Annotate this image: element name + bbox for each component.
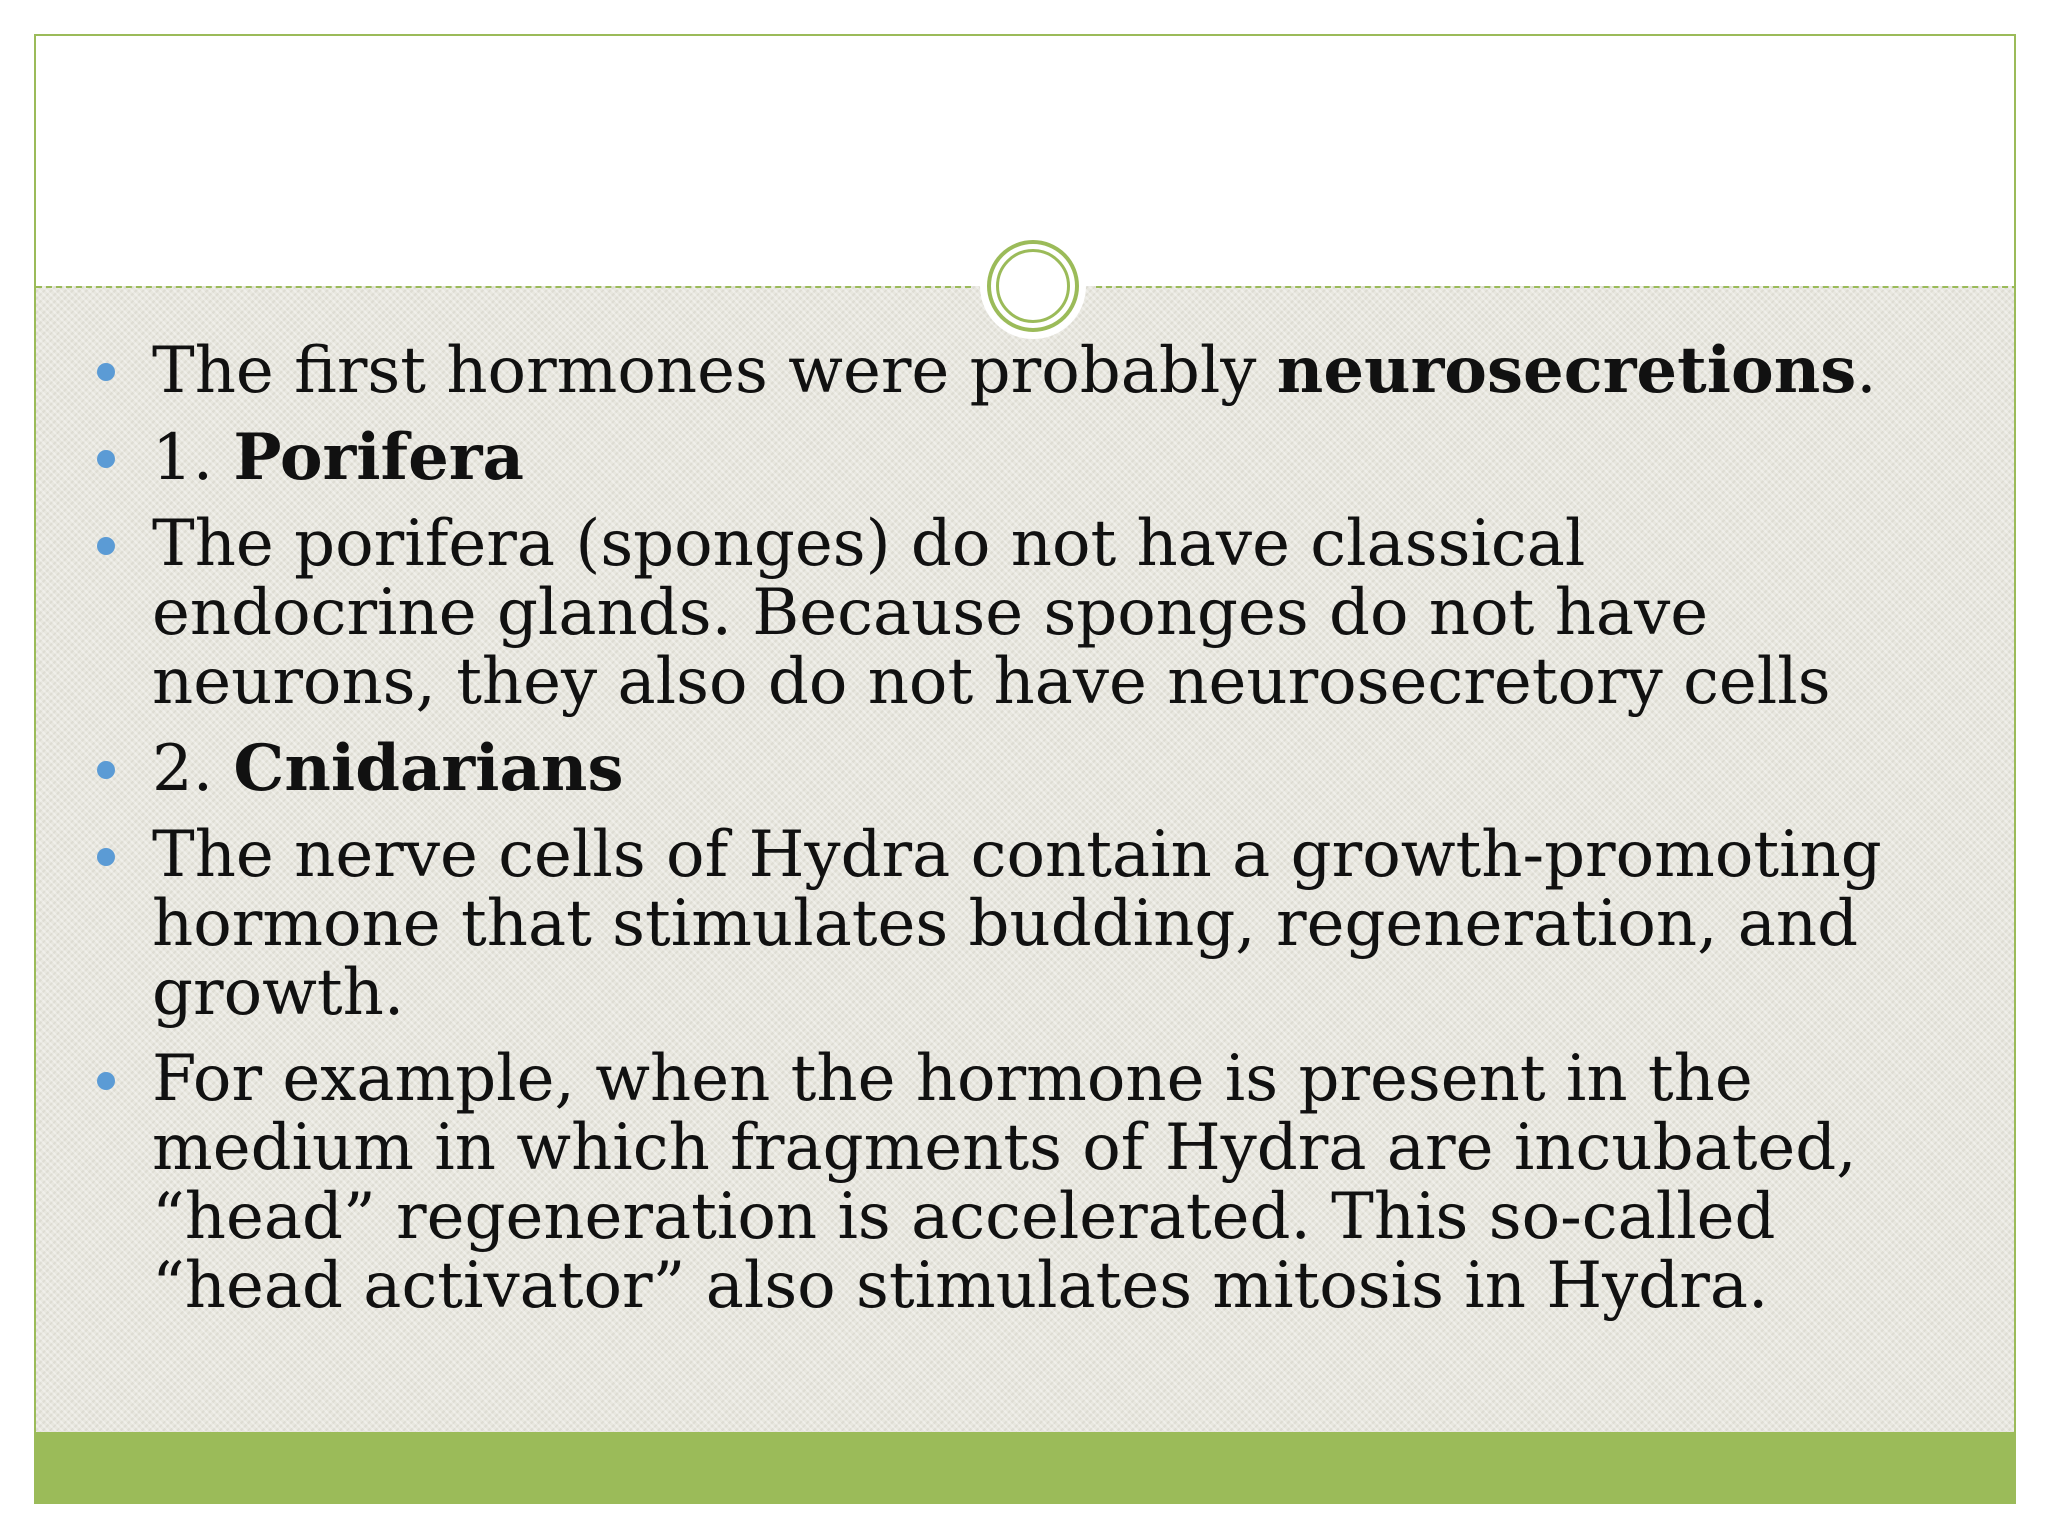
divider-circle-inner-ring	[996, 249, 1070, 323]
bullet-item-porifera-heading	[36, 420, 2016, 495]
bullet-dot-icon	[97, 363, 115, 381]
bullet-dot-icon	[97, 848, 115, 866]
bullet-text: The nerve cells of Hydra contain a growth-promoting hormone that stimulates budding, regeneration, and growth.	[152, 818, 1882, 1030]
bullet-dot-icon	[97, 537, 115, 555]
bullet-item-head-activator	[36, 1042, 2016, 1323]
bullet-number: 2.	[152, 732, 234, 806]
bullet-text: The first hormones were probably	[152, 334, 1277, 408]
slide	[34, 34, 2016, 1504]
bullet-item-hydra-nerve-cells	[36, 818, 2016, 1030]
bullet-heading: Porifera	[233, 420, 524, 495]
bullet-item-porifera-text	[36, 507, 2016, 719]
bullet-text: For example, when the hormone is present in the medium in which fragments of Hydra are incubated, “head” regeneration is accelerated. This so-called “head activator” also stimulates mitosis in Hydra.	[152, 1042, 1857, 1323]
bullet-number: 1.	[152, 421, 234, 495]
bullet-text: The porifera (sponges) do not have classical endocrine glands. Because sponges do not have neurons, they also do not have neurosecretory cells	[152, 507, 1831, 719]
bullet-heading: Cnidarians	[233, 731, 624, 806]
bullet-item-first-hormones	[36, 333, 2016, 408]
bullet-text-tail: .	[1856, 334, 1877, 408]
bullet-dot-icon	[97, 450, 115, 468]
footer-accent-bar	[36, 1432, 2014, 1502]
header-divider-right	[1096, 286, 2016, 288]
header-divider-left	[36, 286, 971, 288]
bullet-list	[36, 333, 2016, 1338]
bullet-item-cnidarians-heading	[36, 731, 2016, 806]
bullet-bold-term: neurosecretions	[1276, 333, 1857, 408]
bullet-dot-icon	[97, 761, 115, 779]
bullet-dot-icon	[97, 1072, 115, 1090]
